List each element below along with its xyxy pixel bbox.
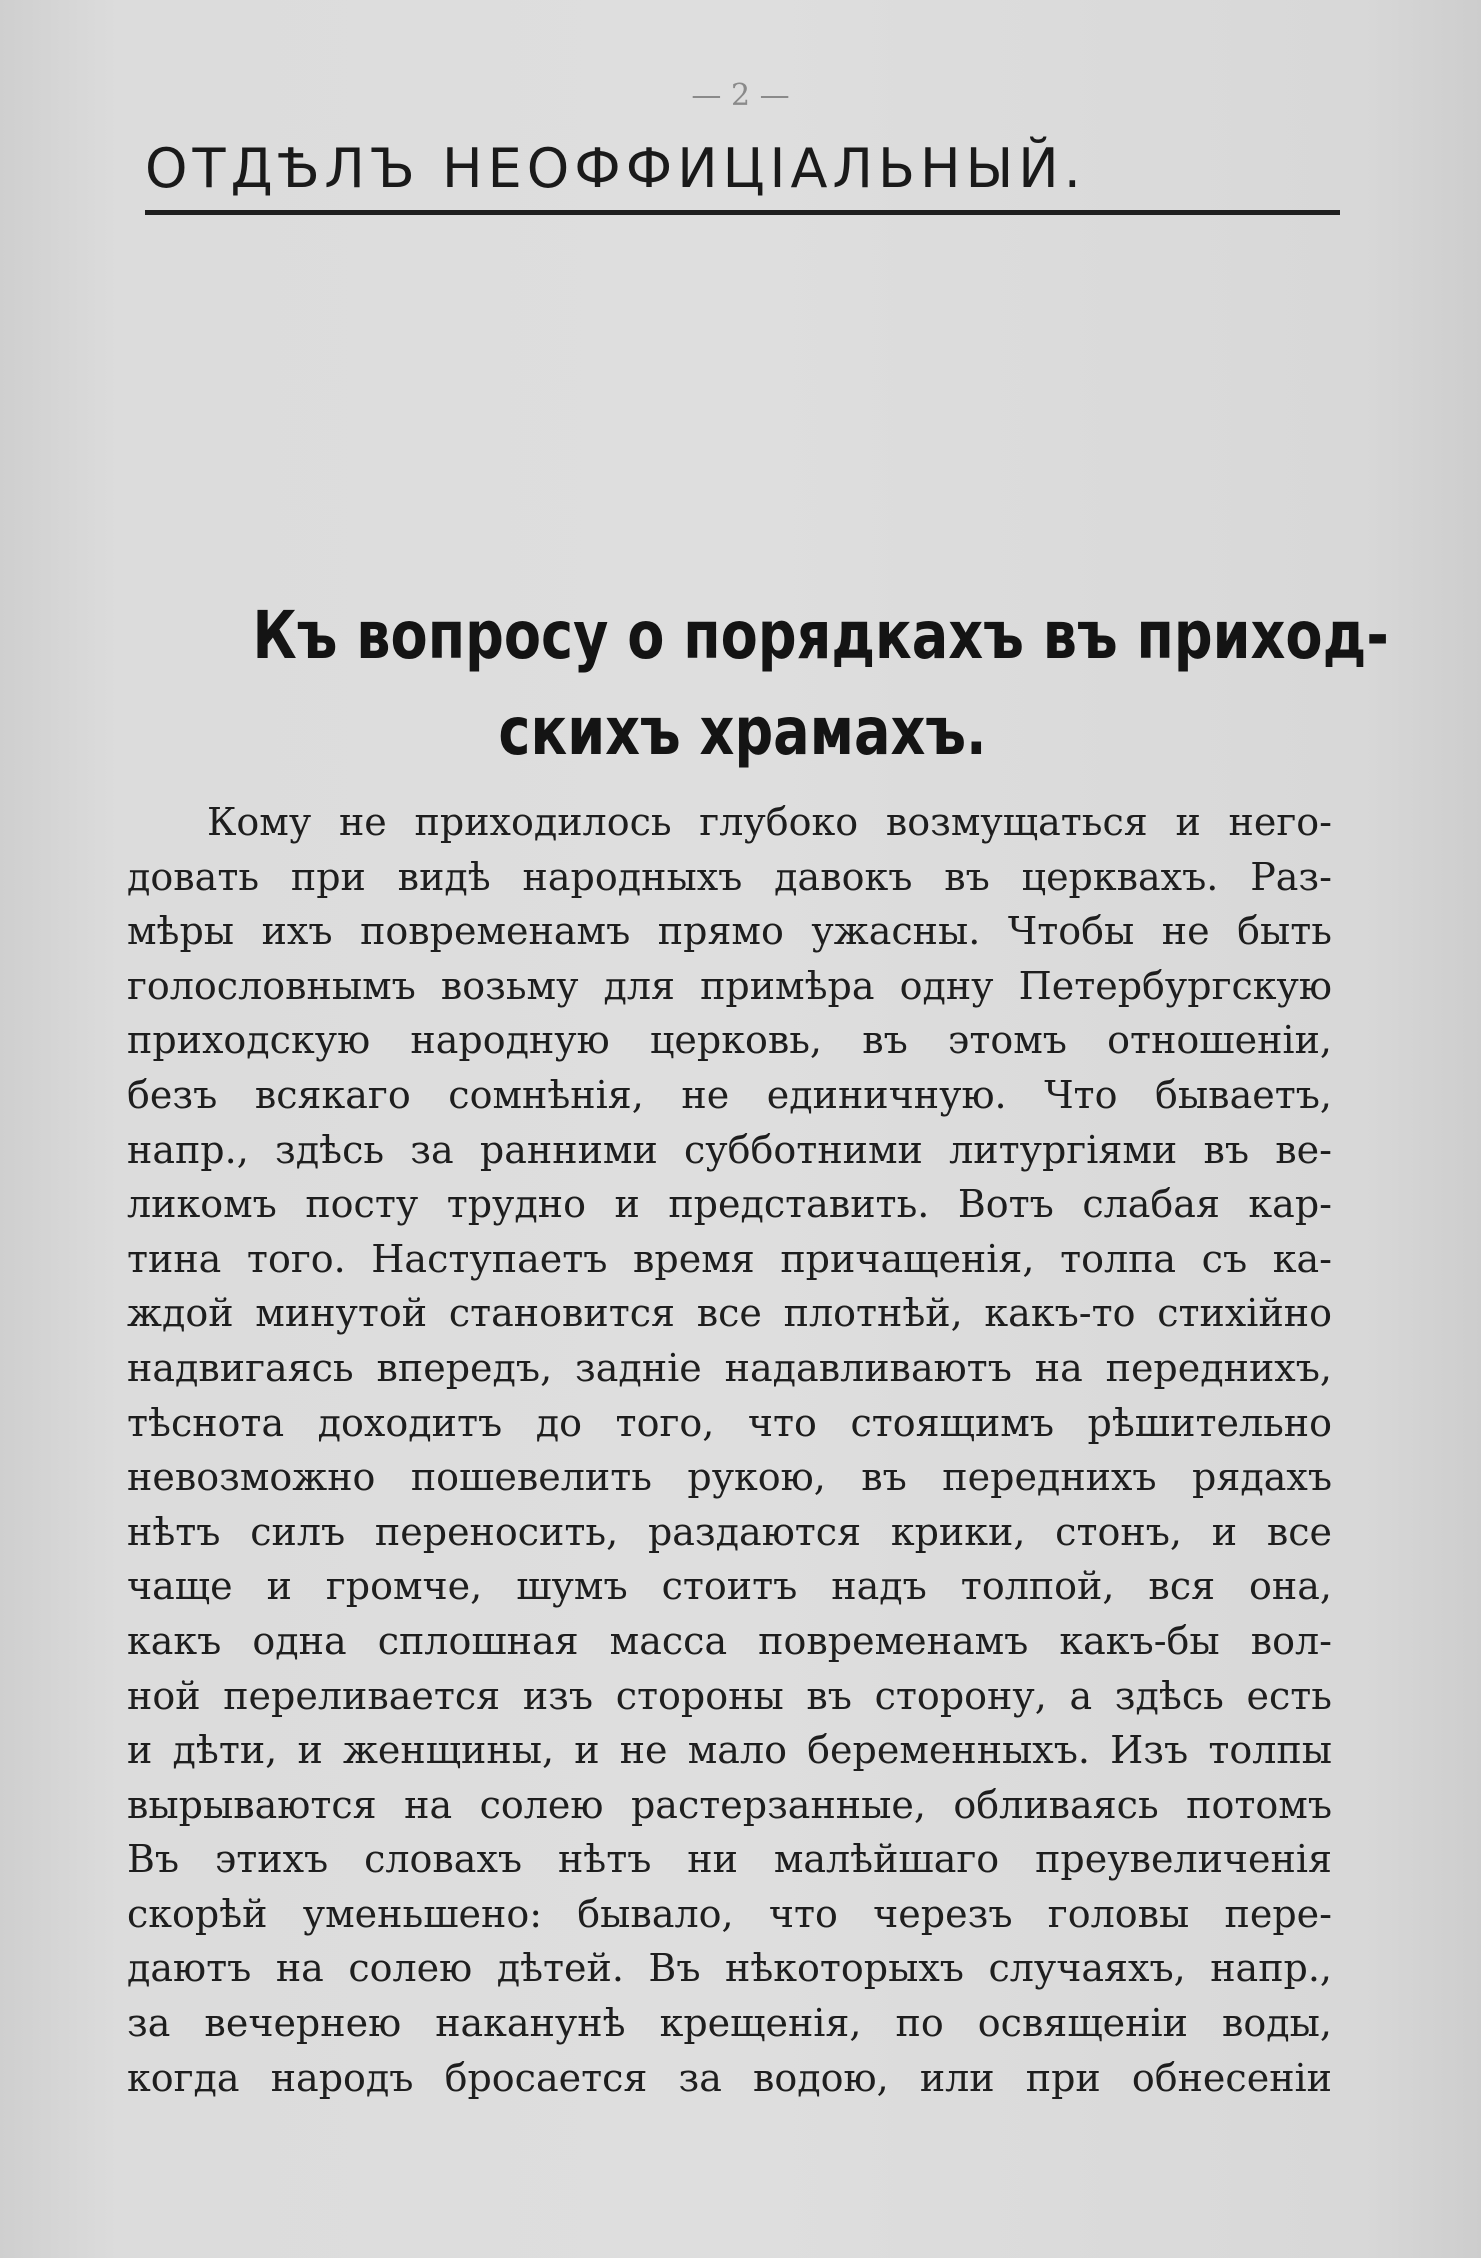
body-line: нѣтъ силъ переносить, раздаются крики, стонъ, и все	[127, 1509, 1332, 1554]
body-line: голословнымъ возьму для примѣра одну Петербургскую	[127, 963, 1332, 1008]
section-header	[145, 128, 1340, 215]
body-line: и дѣти, и женщины, и не мало беременныхъ. Изъ толпы	[127, 1728, 1332, 1773]
body-line: чаще и громче, шумъ стоитъ надъ толпой, вся она,	[127, 1564, 1332, 1609]
paragraph-first-line: Кому не приходилось глубоко возмущаться и него-	[207, 800, 1332, 844]
body-line: тина того. Наступаетъ время причащенія, толпа съ ка-	[127, 1236, 1332, 1281]
article-title	[145, 588, 1389, 780]
article-title-line: скихъ храмахъ.	[498, 693, 987, 770]
body-line: ликомъ посту трудно и представить. Вотъ слабая кар-	[127, 1182, 1332, 1227]
body-line: тѣснота доходитъ до того, что стоящимъ рѣшительно	[127, 1400, 1332, 1445]
page-number: — 2 —	[691, 78, 790, 113]
body-line: когда народъ бросается за водою, или при обнесеніи	[127, 2055, 1332, 2100]
body-line: приходскую народную церковь, въ этомъ отношеніи,	[127, 1018, 1332, 1063]
body-line: за вечернею наканунѣ крещенія, по освященіи воды,	[127, 2001, 1332, 2046]
body-line: мѣры ихъ повременамъ прямо ужасны. Чтобы не быть	[127, 909, 1332, 954]
body-line: какъ одна сплошная масса повременамъ какъ-бы вол-	[127, 1618, 1332, 1663]
body-line: ждой минутой становится все плотнѣй, какъ-то стихійно	[127, 1291, 1332, 1336]
article-body	[127, 795, 1332, 2105]
body-line: вырываются на солею растерзанные, обливаясь потомъ	[127, 1782, 1332, 1827]
body-line: скорѣй уменьшено: бывало, что черезъ головы пере-	[127, 1891, 1332, 1936]
body-line: довать при видѣ народныхъ давокъ въ церквахъ. Раз-	[127, 854, 1332, 899]
body-line: напр., здѣсь за ранними субботними литургіями въ ве-	[127, 1127, 1332, 1172]
body-line: ной переливается изъ стороны въ сторону, а здѣсь есть	[127, 1673, 1332, 1718]
article-title-line: Къ вопросу о порядкахъ въ приход-	[252, 597, 1389, 674]
section-title: ОТДѢЛЪ НЕОФФИЦІАЛЬНЫЙ.	[145, 137, 1086, 200]
body-line: надвигаясь впередъ, задніе надавливаютъ на переднихъ,	[127, 1345, 1332, 1390]
body-line: даютъ на солею дѣтей. Въ нѣкоторыхъ случаяхъ, напр.,	[127, 1946, 1332, 1991]
body-line: безъ всякаго сомнѣнія, не единичную. Что бываетъ,	[127, 1072, 1332, 1117]
body-line: невозможно пошевелить рукою, въ переднихъ рядахъ	[127, 1455, 1332, 1500]
body-line: Въ этихъ словахъ нѣтъ ни малѣйшаго преувеличенія	[127, 1837, 1332, 1882]
